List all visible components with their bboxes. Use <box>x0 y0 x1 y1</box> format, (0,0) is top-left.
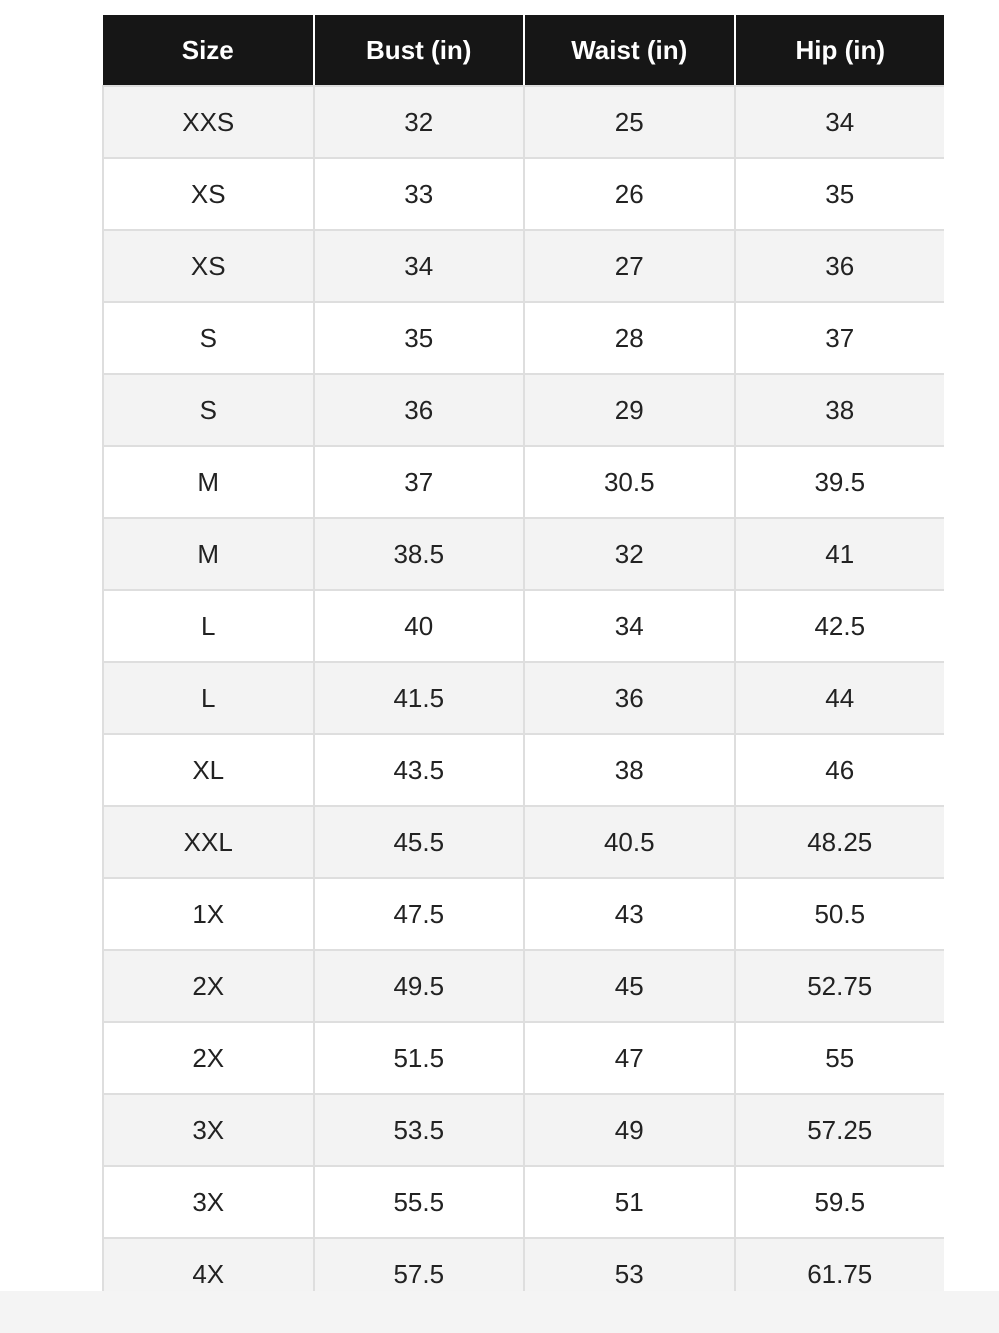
cell-waist: 38 <box>524 734 735 806</box>
cell-waist: 34 <box>524 590 735 662</box>
header-bust: Bust (in) <box>314 15 525 86</box>
cell-waist: 51 <box>524 1166 735 1238</box>
cell-size: XXL <box>103 806 314 878</box>
table-row <box>103 950 944 1022</box>
cell-size: L <box>103 662 314 734</box>
cell-waist: 40.5 <box>524 806 735 878</box>
cell-bust: 49.5 <box>314 950 525 1022</box>
table-row <box>103 1238 944 1291</box>
table-row <box>103 662 944 734</box>
table-row <box>103 878 944 950</box>
cell-size: XXS <box>103 86 314 158</box>
table-row <box>103 734 944 806</box>
table-row <box>103 86 944 158</box>
header-size: Size <box>103 15 314 86</box>
cell-waist: 32 <box>524 518 735 590</box>
cell-bust: 32 <box>314 86 525 158</box>
cell-hip: 50.5 <box>735 878 945 950</box>
cell-waist: 26 <box>524 158 735 230</box>
cell-size: 3X <box>103 1166 314 1238</box>
cell-bust: 43.5 <box>314 734 525 806</box>
table-row <box>103 590 944 662</box>
cell-waist: 28 <box>524 302 735 374</box>
cell-waist: 49 <box>524 1094 735 1166</box>
table-row <box>103 1166 944 1238</box>
cell-bust: 57.5 <box>314 1238 525 1291</box>
size-chart-table <box>102 15 944 1291</box>
cell-bust: 37 <box>314 446 525 518</box>
cell-bust: 51.5 <box>314 1022 525 1094</box>
cell-hip: 48.25 <box>735 806 945 878</box>
table-header <box>103 15 944 86</box>
cell-hip: 55 <box>735 1022 945 1094</box>
cell-hip: 39.5 <box>735 446 945 518</box>
cell-waist: 27 <box>524 230 735 302</box>
cell-bust: 47.5 <box>314 878 525 950</box>
cell-size: XL <box>103 734 314 806</box>
cell-hip: 41 <box>735 518 945 590</box>
cell-size: 1X <box>103 878 314 950</box>
size-chart-container <box>102 15 944 1291</box>
cell-bust: 33 <box>314 158 525 230</box>
cell-bust: 55.5 <box>314 1166 525 1238</box>
table-row <box>103 230 944 302</box>
cell-waist: 29 <box>524 374 735 446</box>
cell-bust: 38.5 <box>314 518 525 590</box>
cell-size: S <box>103 302 314 374</box>
cell-hip: 42.5 <box>735 590 945 662</box>
table-row <box>103 806 944 878</box>
cell-bust: 36 <box>314 374 525 446</box>
cell-bust: 40 <box>314 590 525 662</box>
cell-size: 4X <box>103 1238 314 1291</box>
cell-waist: 47 <box>524 1022 735 1094</box>
cell-size: XS <box>103 230 314 302</box>
cell-bust: 35 <box>314 302 525 374</box>
header-waist: Waist (in) <box>524 15 735 86</box>
cell-waist: 30.5 <box>524 446 735 518</box>
cell-bust: 53.5 <box>314 1094 525 1166</box>
cell-size: L <box>103 590 314 662</box>
cell-waist: 45 <box>524 950 735 1022</box>
table-row <box>103 446 944 518</box>
cell-size: 3X <box>103 1094 314 1166</box>
cell-hip: 61.75 <box>735 1238 945 1291</box>
header-hip: Hip (in) <box>735 15 945 86</box>
cell-bust: 45.5 <box>314 806 525 878</box>
cell-hip: 35 <box>735 158 945 230</box>
cell-waist: 43 <box>524 878 735 950</box>
cell-hip: 59.5 <box>735 1166 945 1238</box>
cell-size: M <box>103 518 314 590</box>
cell-hip: 52.75 <box>735 950 945 1022</box>
table-row <box>103 158 944 230</box>
cell-hip: 36 <box>735 230 945 302</box>
table-row <box>103 1022 944 1094</box>
cell-size: XS <box>103 158 314 230</box>
cell-size: M <box>103 446 314 518</box>
table-row <box>103 374 944 446</box>
cell-waist: 36 <box>524 662 735 734</box>
cell-waist: 25 <box>524 86 735 158</box>
table-body <box>103 86 944 1291</box>
table-row <box>103 1094 944 1166</box>
cell-size: 2X <box>103 1022 314 1094</box>
cell-hip: 44 <box>735 662 945 734</box>
cell-hip: 46 <box>735 734 945 806</box>
cell-bust: 41.5 <box>314 662 525 734</box>
header-row <box>103 15 944 86</box>
cell-size: S <box>103 374 314 446</box>
cell-hip: 34 <box>735 86 945 158</box>
table-row <box>103 302 944 374</box>
cell-waist: 53 <box>524 1238 735 1291</box>
cell-bust: 34 <box>314 230 525 302</box>
cell-hip: 37 <box>735 302 945 374</box>
cell-size: 2X <box>103 950 314 1022</box>
bottom-band <box>0 1291 999 1333</box>
table-row <box>103 518 944 590</box>
cell-hip: 57.25 <box>735 1094 945 1166</box>
cell-hip: 38 <box>735 374 945 446</box>
